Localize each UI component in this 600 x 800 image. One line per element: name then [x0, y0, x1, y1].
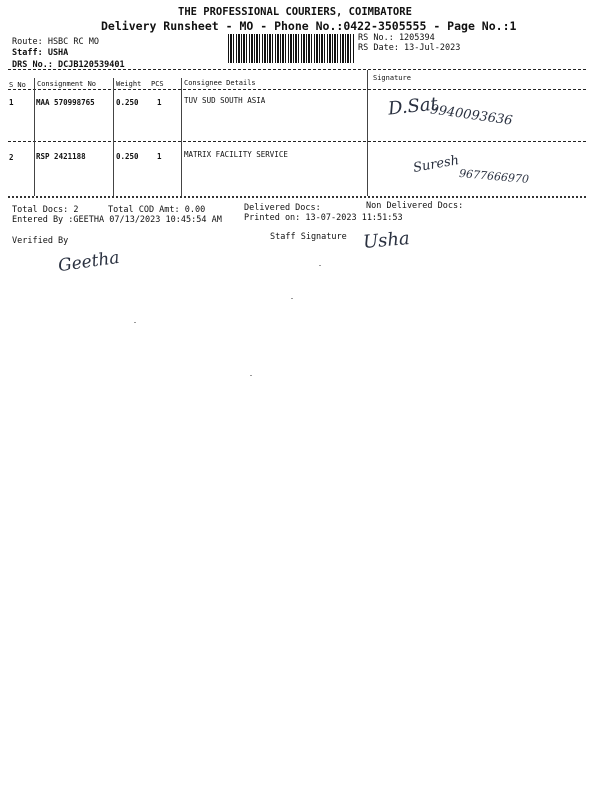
- row2-recipient-signature: Suresh: [412, 153, 461, 176]
- row2-consignee: MATRIX FACILITY SERVICE: [184, 150, 288, 159]
- rs-date: RS Date: 13-Jul-2023: [358, 43, 461, 53]
- rs-number: RS No.: 1205394: [358, 33, 435, 43]
- column-divider: [113, 78, 114, 196]
- drs-number: DRS No.: DCJB120539401: [12, 60, 125, 70]
- row2-pcs: 1: [157, 152, 162, 161]
- row1-sno: 1: [9, 98, 14, 107]
- row1-consignment: MAA 570998765: [36, 98, 95, 107]
- col-header-consignee: Consignee Details: [184, 79, 256, 87]
- table-bottom-rule: [8, 196, 586, 198]
- staff-label: Staff: USHA: [12, 48, 69, 58]
- runsheet-title: Delivery Runsheet - MO - Phone No.:0422-3505555 - Page No.:1: [101, 19, 517, 33]
- col-header-weight: Weight: [116, 80, 142, 88]
- column-divider: [367, 70, 368, 196]
- staff-signature: Usha: [362, 228, 411, 253]
- column-divider: [181, 78, 182, 196]
- total-docs: Total Docs: 2: [12, 205, 79, 215]
- scan-speck: [291, 298, 293, 299]
- table-top-rule: [8, 69, 586, 70]
- scan-speck: [134, 322, 136, 323]
- row2-consignment: RSP 2421188: [36, 152, 86, 161]
- row2-recipient-phone: 9677666970: [458, 166, 530, 187]
- header-bottom-rule: [8, 89, 586, 90]
- entered-by: Entered By :GEETHA 07/13/2023 10:45:54 AM: [12, 215, 222, 225]
- row1-recipient-signature: D.Sat: [387, 93, 439, 120]
- route-label: Route: HSBC RC MO: [12, 37, 99, 47]
- company-title: THE PROFESSIONAL COURIERS, COIMBATORE: [178, 6, 412, 18]
- row2-weight: 0.250: [116, 152, 139, 161]
- delivered-docs: Delivered Docs:: [244, 203, 321, 213]
- scan-speck: [250, 375, 252, 376]
- runsheet-barcode: [228, 34, 354, 63]
- total-cod-amount: Total COD Amt: 0.00: [108, 205, 206, 215]
- verified-by-signature: Geetha: [56, 247, 121, 277]
- row2-sno: 2: [9, 153, 14, 162]
- row1-pcs: 1: [157, 98, 162, 107]
- printed-on: Printed on: 13-07-2023 11:51:53: [244, 213, 403, 223]
- non-delivered-docs: Non Delivered Docs:: [366, 201, 464, 211]
- col-header-pcs: PCS: [151, 80, 164, 88]
- verified-by-label: Verified By: [12, 236, 69, 246]
- staff-signature-label: Staff Signature: [270, 232, 347, 242]
- row1-consignee: TUV SUD SOUTH ASIA: [184, 96, 266, 105]
- column-divider: [34, 78, 35, 196]
- col-header-sno: S No: [9, 81, 26, 89]
- col-header-signature: Signature: [373, 74, 411, 82]
- row1-weight: 0.250: [116, 98, 139, 107]
- col-header-consignment: Consignment No: [37, 80, 97, 88]
- scan-speck: [319, 265, 321, 266]
- row-divider: [8, 141, 586, 142]
- row1-recipient-phone: 9940093636: [429, 102, 514, 129]
